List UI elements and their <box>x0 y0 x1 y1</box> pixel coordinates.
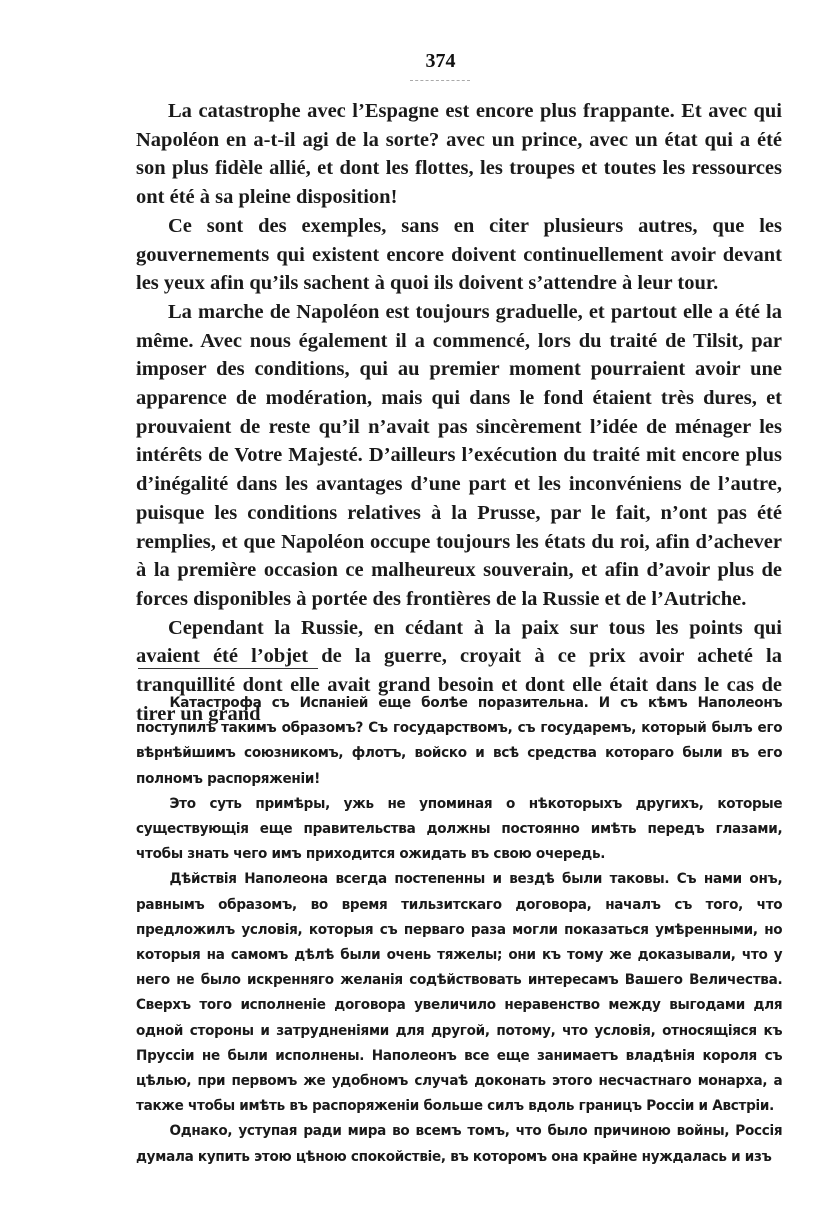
translation-divider <box>138 668 318 669</box>
russian-text-block <box>136 690 782 1169</box>
russian-paragraph: Это суть примѣры, ужь не упоминая о нѣкоторыхъ другихъ, которые существующія еще правительства должны постоянно имѣть передъ глазами, чтобы знать чего имъ приходится ожидать въ свою очередь. <box>136 794 783 863</box>
page-number: 374 <box>425 50 456 72</box>
page-number-rule <box>410 80 470 81</box>
russian-paragraph: Катастрофа съ Испаніей еще болѣе поразительна. И съ кѣмъ Наполеонъ поступилъ такимъ образомъ? Съ государствомъ, съ государемъ, который былъ его вѣрнѣйшимъ союзникомъ, флотъ, войско и всѣ средства котораго были въ его полномъ распоряженіи! <box>136 694 783 787</box>
french-paragraph: La marche de Napoléon est toujours graduelle, et partout elle a été la même. Avec nous également il a commencé, lors du traité de Tilsit, par imposer des conditions, qui au premier moment pourraient avoir une apparence de modération, mais qui dans le fond étaient très dures, et prouvaient de reste qu’il n’avait pas sincèrement l’idée de ménager les intérêts de Votre Majesté. D’ailleurs l’exécution du traité mit encore plus d’inégalité dans les avantages d’une part et les inconvéniens de l’autre, puisque les conditions relatives à la Prusse, par le fait, n’ont pas été remplies, et que Napoléon occupe toujours les états du roi, afin d’achever à la première occasion ce malheureux souverain, et afin d’avoir plus de forces disponibles à portée des frontières de la Russie et de l’Autriche. <box>136 300 782 610</box>
french-paragraph: Ce sont des exemples, sans en citer plusieurs autres, que les gouvernements qui existent encore doivent continuellement avoir devant les yeux afin qu’ils sachent à quoi ils doivent s’attendre à leur tour. <box>136 214 782 295</box>
french-paragraph: La catastrophe avec l’Espagne est encore plus frappante. Et avec qui Napoléon en a-t-il agi de la sorte? avec un prince, avec un état qui a été son plus fidèle allié, et dont les flottes, les troupes et toutes les ressources ont été à sa pleine disposition! <box>136 100 782 209</box>
french-paragraph: Cependant la Russie, en cédant à la paix sur tous les points qui avaient été l’objet de la guerre, croyait à ce prix avoir acheté la tranquillité dont elle avait grand besoin et dont elle était dans le cas de tirer un grand <box>136 616 782 725</box>
russian-paragraph: Однако, уступая ради мира во всемъ томъ, что было причиною войны, Россія думала купить этою цѣною спокойствіе, въ которомъ она крайне нуждалась и изъ <box>136 1122 783 1165</box>
french-text-block <box>136 97 782 728</box>
russian-paragraph: Дѣйствія Наполеона всегда постепенны и вездѣ были таковы. Съ нами онъ, равнымъ образомъ, во время тильзитскаго договора, началъ съ того, что предложилъ условія, которыя съ перваго раза могли показаться умѣренными, но которыя на самомъ дѣлѣ были очень тяжелы; они къ тому же доказывали, что у него не было искренняго желанія содѣйствовать интересамъ Вашего Величества. Сверхъ того исполненіе договора увеличило неравенство между выгодами для одной стороны и затрудненіями для другой, потому, что условія, относящіяся къ Пруссіи не были исполнены. Наполеонъ все еще занимаетъ владѣнія короля съ цѣлью, при первомъ же удобномъ случаѣ доконать этого несчастнаго монарха, а также чтобы имѣть въ распоряженіи больше силъ вдоль границъ Россіи и Австріи. <box>136 870 783 1115</box>
